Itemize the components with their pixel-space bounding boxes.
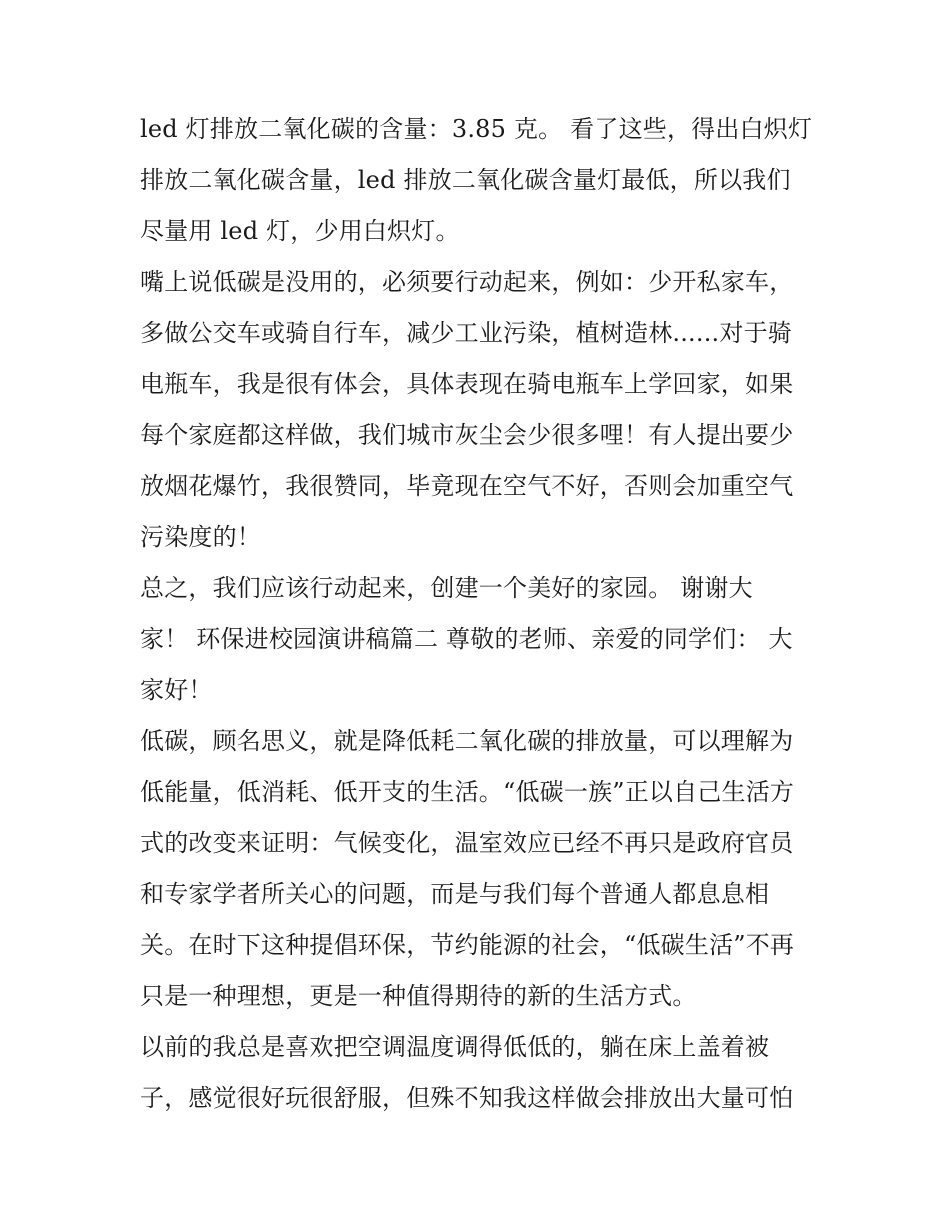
text-line: 式的改变来证明：气候变化，温室效应已经不再只是政府官员: [140, 829, 794, 857]
text-line: 总之，我们应该行动起来，创建一个美好的家园。 谢谢大: [140, 574, 753, 602]
text-line: 和专家学者所关心的问题，而是与我们每个普通人都息息相: [140, 880, 770, 908]
text-line: 低能量，低消耗、低开支的生活。“低碳一族”正以自己生活方: [140, 778, 795, 806]
text-line: 排放二氧化碳含量，led 排放二氧化碳含量灯最低，所以我们: [140, 166, 791, 194]
document-body: [140, 104, 815, 1124]
text-line: 电瓶车，我是很有体会，具体表现在骑电瓶车上学回家，如果: [140, 370, 794, 398]
text-line: 每个家庭都这样做，我们城市灰尘会少很多哩！有人提出要少: [140, 421, 794, 449]
text-line: led 灯排放二氧化碳的含量：3.85 克。 看了这些，得出白炽灯: [140, 115, 813, 143]
text-line: 以前的我总是喜欢把空调温度调得低低的，躺在床上盖着被: [140, 1033, 770, 1061]
text-line: 子，感觉很好玩很舒服，但殊不知我这样做会排放出大量可怕: [140, 1084, 794, 1112]
text-line: 家！ 环保进校园演讲稿篇二 尊敬的老师、亲爱的同学们： 大: [140, 625, 793, 653]
text-line: 污染度的！: [140, 523, 261, 551]
text-line: 低碳，顾名思义，就是降低耗二氧化碳的排放量，可以理解为: [140, 727, 794, 755]
text-line: 多做公交车或骑自行车，减少工业污染，植树造林......对于骑: [140, 319, 792, 347]
text-line: 嘴上说低碳是没用的，必须要行动起来，例如：少开私家车，: [140, 268, 794, 296]
text-line: 放烟花爆竹，我很赞同，毕竟现在空气不好，否则会加重空气: [140, 472, 794, 500]
text-line: 尽量用 led 灯，少用白炽灯。: [140, 217, 460, 245]
text-line: 只是一种理想，更是一种值得期待的新的生活方式。: [140, 982, 697, 1010]
text-line: 家好！: [140, 676, 213, 704]
text-line: 关。在时下这种提倡环保，节约能源的社会，“低碳生活”不再: [140, 931, 795, 959]
